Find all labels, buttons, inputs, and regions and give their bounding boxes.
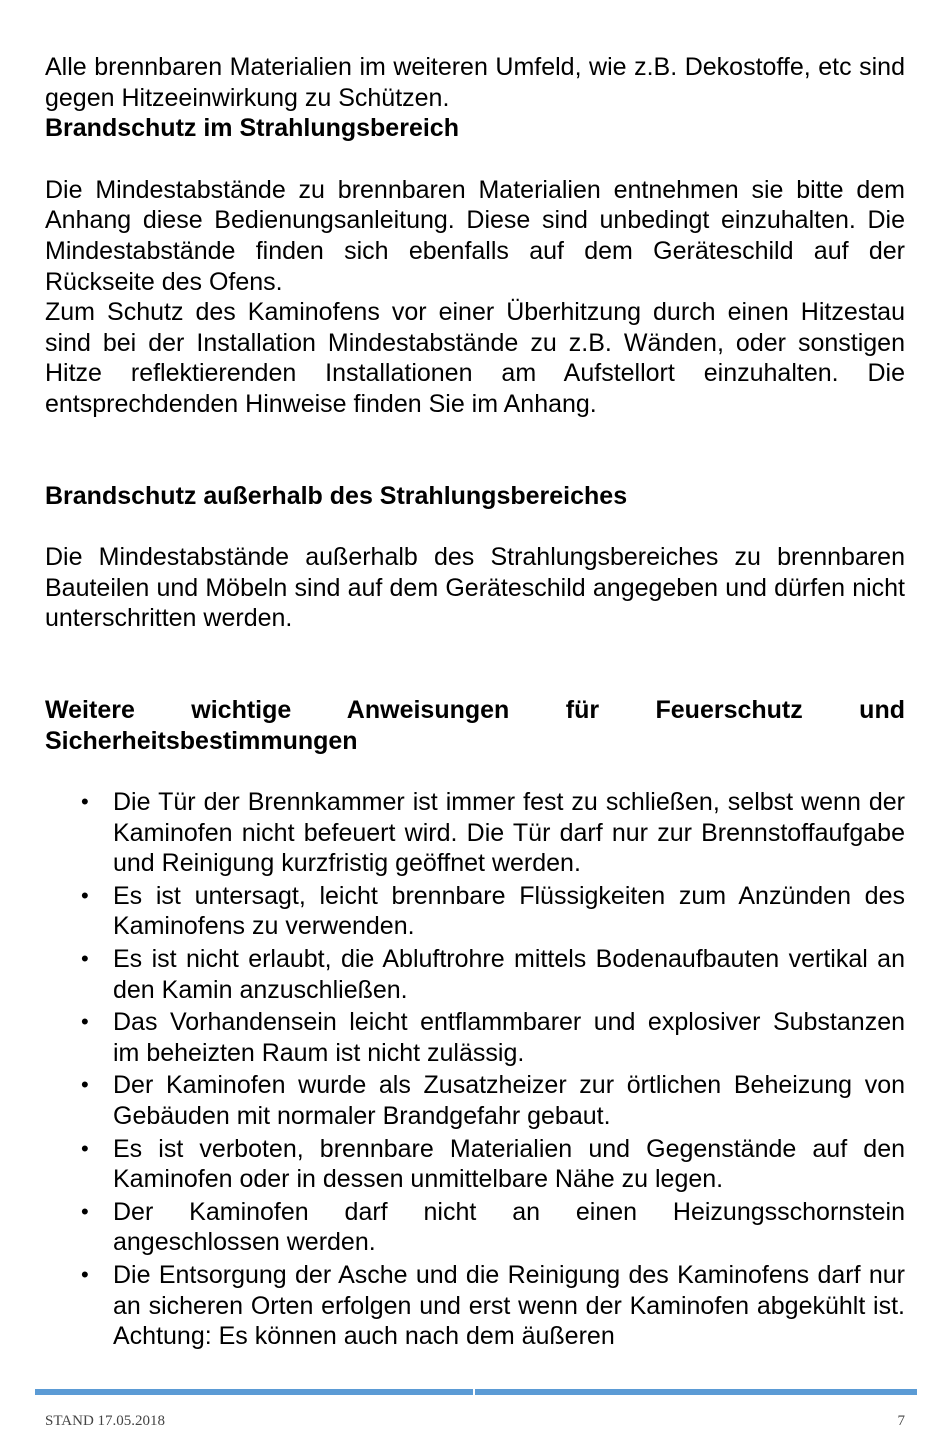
footer-stand-date: STAND 17.05.2018 — [45, 1413, 166, 1429]
list-item-text: Es ist untersagt, leicht brennbare Flüssigkeiten zum Anzünden des Kaminofens zu verwenden. — [113, 881, 905, 941]
bullet-icon: • — [81, 1072, 89, 1098]
bullet-icon: • — [81, 1009, 89, 1035]
list-item — [45, 1134, 905, 1195]
footer-rule — [35, 1389, 917, 1395]
list-item-text: Es ist verboten, brennbare Materialien und Gegenstände auf den Kaminofen oder in dessen unmittelbare Nähe zu legen. — [113, 1134, 905, 1194]
list-item — [45, 1070, 905, 1131]
list-item-text: Es ist nicht erlaubt, die Abluftrohre mittels Bodenaufbauten vertikal an den Kamin anzuschließen. — [113, 945, 905, 1004]
heading-radiation-area: Brandschutz im Strahlungsbereich — [45, 114, 459, 143]
outside-paragraph: Die Mindestabstände außerhalb des Strahlungsbereiches zu brennbaren Bauteilen und Möbeln sind auf dem Geräteschild angegeben und dürfen nicht unterschritten werden. — [45, 543, 905, 633]
bullet-icon: • — [81, 789, 89, 815]
list-item — [45, 1197, 905, 1258]
list-item — [45, 1007, 905, 1068]
bullet-icon: • — [81, 882, 89, 908]
radiation-paragraph-2: Zum Schutz des Kaminofens vor einer Überhitzung durch einen Hitzestau sind bei der Installation Mindestabstände zu z.B. Wänden, oder sonstigen Hitze reflektierenden Installationen am Aufstellort einzuhalten. Die entsprechdenden Hinweise finden Sie im Anhang. — [45, 298, 905, 418]
list-item — [45, 944, 905, 1005]
intro-paragraph: Alle brennbaren Materialien im weiteren Umfeld, wie z.B. Dekostoffe, etc sind gegen Hitzeeinwirkung zu Schützen. — [45, 53, 905, 112]
bullet-icon: • — [81, 946, 89, 972]
list-item-text: Die Entsorgung der Asche und die Reinigung des Kaminofens darf nur an sicheren Orten erfolgen und erst wenn der Kaminofen abgekühlt ist. Achtung: Es können auch nach dem äußeren — [113, 1261, 905, 1351]
bullet-icon: • — [81, 1135, 89, 1161]
document-body — [45, 52, 905, 1354]
list-item — [45, 1260, 905, 1352]
heading-further-instructions: Weitere wichtige Anweisungen für Feuerschutz und Sicherheitsbestimmungen — [45, 695, 905, 755]
list-item-text: Das Vorhandensein leicht entflammbarer und explosiver Substanzen im beheizten Raum ist nicht zulässig. — [113, 1008, 905, 1067]
radiation-paragraph-1: Die Mindestabstände zu brennbaren Materialien entnehmen sie bitte dem Anhang diese Bedienungsanleitung. Diese sind unbedingt einzuhalten. Die Mindestabstände finden sich ebenfalls auf dem Geräteschild auf der Rückseite des Ofens. — [45, 175, 905, 296]
heading-outside-radiation-area: Brandschutz außerhalb des Strahlungsbereiches — [45, 481, 628, 510]
page-number: 7 — [897, 1413, 905, 1429]
list-item — [45, 787, 905, 879]
list-item — [45, 881, 905, 942]
list-item-text: Der Kaminofen darf nicht an einen Heizungsschornstein angeschlossen werden. — [113, 1197, 905, 1257]
instructions-list — [45, 787, 905, 1352]
list-item-text: Die Tür der Brennkammer ist immer fest zu schließen, selbst wenn der Kaminofen nicht befeuert wird. Die Tür darf nur zur Brennstoffaufgabe und Reinigung kurzfristig geöffnet werden. — [113, 788, 905, 878]
footer-rule-divider — [473, 1389, 475, 1395]
bullet-icon: • — [81, 1262, 89, 1287]
list-item-text: Der Kaminofen wurde als Zusatzheizer zur örtlichen Beheizung von Gebäuden mit normaler Brandgefahr gebaut. — [113, 1071, 905, 1131]
bullet-icon: • — [81, 1198, 89, 1224]
